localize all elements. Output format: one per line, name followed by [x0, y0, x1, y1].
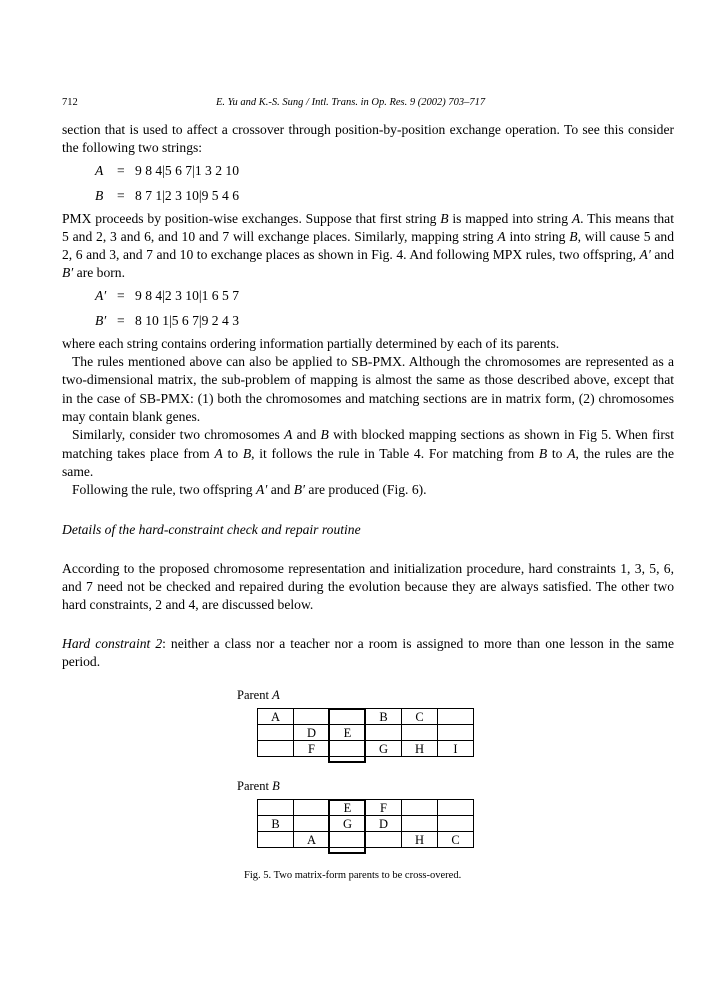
gene-cell: F	[294, 741, 330, 757]
body-text	[62, 121, 674, 671]
gene-cell	[402, 725, 438, 741]
equation-rhs: 9 8 4|5 6 7|1 3 2 10	[135, 162, 239, 178]
paragraph-pmx-intro: section that is used to affect a crossover through position-by-position exchange operation. To see this consider the following two strings:	[62, 122, 674, 156]
equation-lhs: B	[95, 187, 104, 203]
gene-cell	[258, 832, 294, 848]
equation-offspring-a	[95, 284, 674, 308]
paragraph-hard-constraints: According to the proposed chromosome representation and initialization procedure, hard constraints 1, 3, 5, 6, and 7 need not be checked and repaired during the evolution because they are always satisfied. The other two hard constraints, 2 and 4, are discussed below.	[62, 560, 674, 613]
parent-b-label: Parent B	[237, 779, 280, 793]
equation-lhs: A	[95, 162, 104, 178]
gene-cell: G	[366, 741, 402, 757]
gene-cell	[294, 816, 330, 832]
section-heading: Details of the hard-constraint check and repair routine	[62, 522, 361, 538]
parent-letter: A	[272, 688, 280, 702]
gene-cell	[258, 800, 294, 816]
gene-cell: A	[258, 709, 294, 725]
gene-cell: D	[366, 816, 402, 832]
equation-lhs: B′	[95, 312, 107, 328]
equation-operator: =	[117, 287, 125, 303]
gene-cell	[438, 709, 474, 725]
paragraph-sb-pmx: The rules mentioned above can also be applied to SB-PMX. Although the chromosomes are represented as a two-dimensional matrix, the sub-problem of mapping is almost the same as those described above, except that in the case of SB-PMX: (1) both the chromosomes and matching sections are in matrix form, (2) chromosomes may contain blank genes.	[62, 354, 674, 424]
gene-cell: C	[438, 832, 474, 848]
paragraph-ordering: where each string contains ordering information partially determined by each of its parents.	[62, 335, 560, 351]
variable-symbol: A	[571, 210, 581, 226]
variable-symbol: B	[538, 445, 548, 461]
parent-a-label: Parent A	[237, 688, 280, 702]
variable-symbol: B	[440, 210, 449, 226]
parent-a-mapping-block	[328, 708, 366, 763]
gene-cell	[438, 816, 474, 832]
variable-symbol: B	[569, 228, 578, 244]
gene-cell: F	[366, 800, 402, 816]
gene-cell: B	[258, 816, 294, 832]
figure-caption: Fig. 5. Two matrix-form parents to be cross-overed.	[244, 870, 462, 881]
parent-letter: B	[272, 779, 280, 793]
gene-cell: G	[330, 816, 366, 832]
equation-rhs: 9 8 4|2 3 10|1 6 5 7	[135, 287, 239, 303]
paragraph-chromosomes: Similarly, consider two chromosomes A and B with blocked mapping sections as shown in Fig 5. When first matching takes place from A to B, it follows the rule in Table 4. For matching from B to A, the rules are the same.	[62, 427, 675, 479]
gene-cell: H	[402, 832, 438, 848]
gene-cell	[366, 725, 402, 741]
page-number: 712	[62, 97, 78, 108]
variable-symbol: B	[242, 445, 252, 461]
variable-symbol: B′	[62, 265, 74, 281]
gene-cell	[294, 800, 330, 816]
variable-symbol: A	[497, 228, 506, 244]
constraint-label: Hard constraint 2	[62, 635, 163, 651]
running-head: E. Yu and K.-S. Sung / Intl. Trans. in Op. Res. 9 (2002) 703–717	[216, 97, 486, 108]
variable-symbol: B′	[293, 482, 306, 498]
gene-cell: C	[402, 709, 438, 725]
gene-cell	[402, 800, 438, 816]
paragraph-offspring: Following the rule, two offspring A′ and B′ are produced (Fig. 6).	[72, 482, 427, 498]
parent-b-mapping-block	[328, 799, 366, 854]
gene-cell	[294, 709, 330, 725]
variable-symbol: B	[320, 427, 329, 443]
equation-lhs: A′	[95, 287, 107, 303]
variable-symbol: A	[214, 445, 223, 461]
equation-rhs: 8 7 1|2 3 10|9 5 4 6	[135, 187, 239, 203]
gene-cell: E	[330, 800, 366, 816]
equation-operator: =	[117, 162, 125, 178]
variable-symbol: A	[567, 445, 576, 461]
variable-symbol: A′	[639, 247, 651, 263]
gene-cell	[402, 816, 438, 832]
equation-string-a	[95, 159, 674, 183]
gene-cell	[366, 832, 402, 848]
paragraph-hard-constraint-2	[62, 635, 674, 672]
gene-cell	[438, 800, 474, 816]
gene-cell	[438, 725, 474, 741]
equation-offspring-b	[95, 309, 674, 333]
gene-cell: E	[330, 725, 366, 741]
equation-operator: =	[117, 187, 125, 203]
equation-operator: =	[117, 312, 125, 328]
variable-symbol: A′	[256, 482, 268, 498]
equation-rhs: 8 10 1|5 6 7|9 2 4 3	[135, 312, 239, 328]
constraint-text: : neither a class nor a teacher nor a room is assigned to more than one lesson in the same period.	[62, 635, 674, 669]
gene-cell: B	[366, 709, 402, 725]
equation-string-b	[95, 184, 674, 208]
gene-cell	[258, 741, 294, 757]
gene-cell: D	[294, 725, 330, 741]
gene-cell	[258, 725, 294, 741]
variable-symbol: A	[284, 427, 293, 443]
gene-cell: H	[402, 741, 438, 757]
gene-cell: I	[438, 741, 474, 757]
paragraph-pmx-exchange: PMX proceeds by position-wise exchanges. Suppose that first string B is mapped into string A. This means that 5 and 2, 3 and 6, and 10 and 7 will exchange places. Similarly, mapping string A into string B, will cause 5 and 2, 6 and 3, and 7 and 10 to exchange places as shown in Fig. 4. And following MPX rules, two offspring, A′ and B′ are born.	[62, 210, 674, 281]
gene-cell: A	[294, 832, 330, 848]
